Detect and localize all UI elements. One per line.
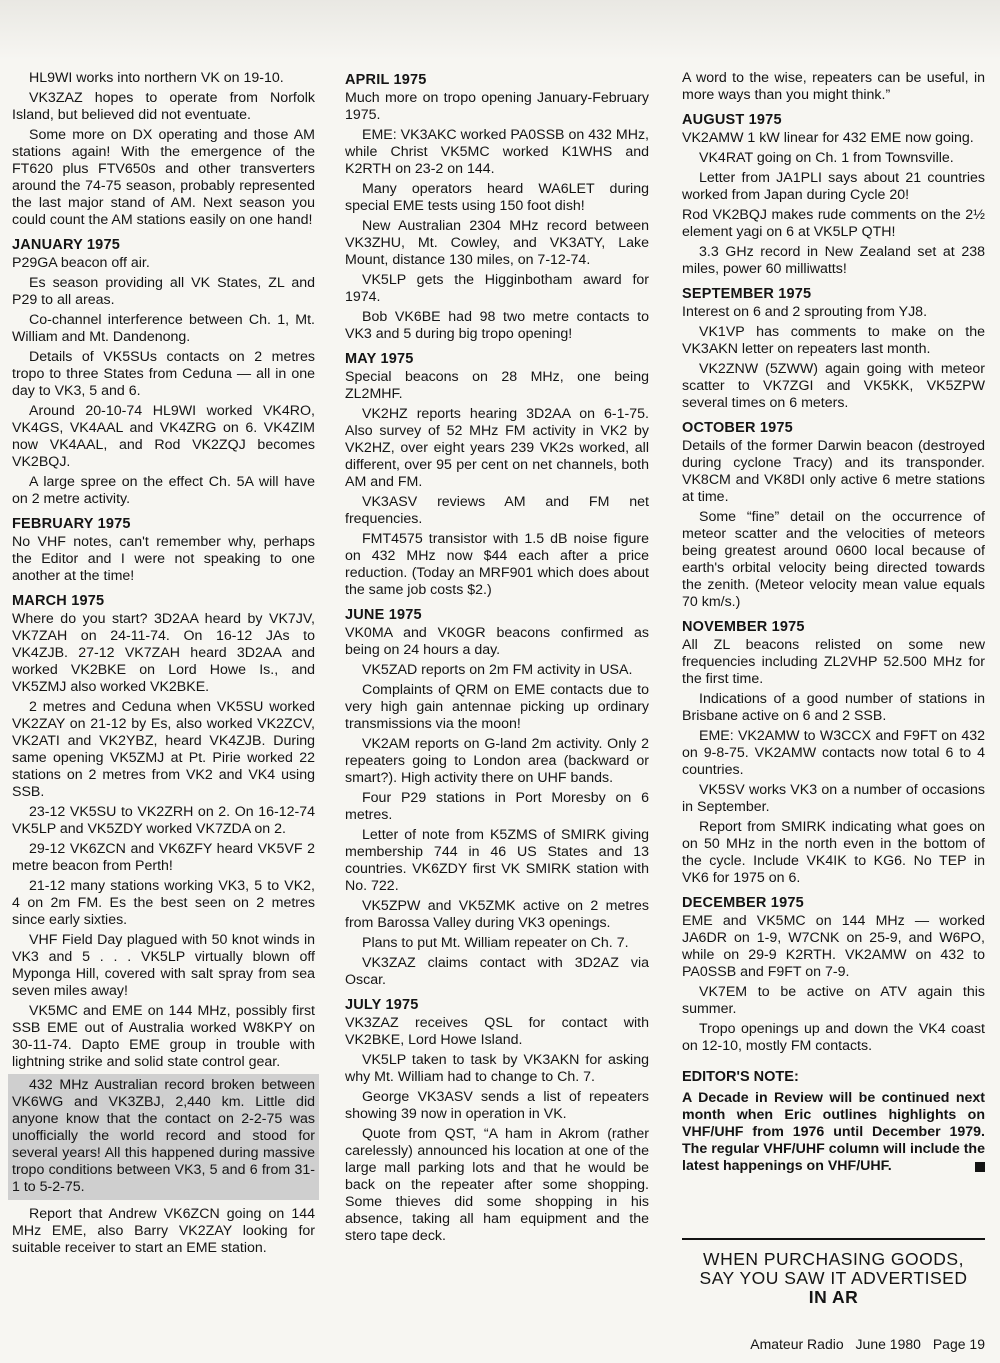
section-heading-november: NOVEMBER 1975 xyxy=(682,619,805,635)
paragraph: No VHF notes, can't remember why, perhaps the Editor and I were not speaking to one another at the time! xyxy=(12,534,315,584)
highlighted-paragraph: 432 MHz Australian record broken between VK6WG and VK3ZBJ, 2,440 km. Little did anyone know that the contact on 2-2-75 was unofficially the world record and stood for several years! All this happened during massive tropo conditions between VK3, 5 and 6 from 31-1 to 5-2-75. xyxy=(12,1077,315,1195)
paragraph: VK5LP gets the Higginbotham award for 1974. xyxy=(345,272,649,305)
paragraph: VK4RAT going on Ch. 1 from Townsville. xyxy=(699,150,954,166)
paragraph: 21-12 many stations working VK3, 5 to VK2, 4 on 2m FM. Es the best seen on 2 metres since early sixties. xyxy=(12,878,315,928)
section-heading-may: MAY 1975 xyxy=(345,351,414,367)
advertiser-notice-line: WHEN PURCHASING GOODS, xyxy=(703,1249,964,1269)
highlighted-record-box xyxy=(8,1074,319,1200)
paragraph: Details of the former Darwin beacon (destroyed during cyclone Tracy) and its transponder. VK8CM and VK8DI only active 6 metre stations at time. xyxy=(682,438,985,505)
paragraph: Details of VK5SUs contacts on 2 metres tropo to three States from Ceduna — all in one day to VK3, 5 and 6. xyxy=(12,349,315,399)
paragraph: Es season providing all VK States, ZL and P29 to all areas. xyxy=(12,275,315,308)
advertiser-notice xyxy=(682,1238,985,1307)
page-number: Page 19 xyxy=(932,1336,985,1352)
paragraph: Special beacons on 28 MHz, one being ZL2MHF. xyxy=(345,369,649,402)
paragraph: VK1VP has comments to make on the VK3AKN letter on repeaters last month. xyxy=(682,324,985,357)
paragraph: Indications of a good number of stations in Brisbane active on 6 and 2 SSB. xyxy=(682,691,985,724)
paragraph: Report from SMIRK indicating what goes on on 50 MHz in the north even in the bottom of the cycle. Include VK4IK to KG6. No TEP in VK6 for 1975 on 6. xyxy=(682,819,985,886)
paragraph: Interest on 6 and 2 sprouting from YJ8. xyxy=(682,304,928,320)
column-2 xyxy=(345,72,649,1248)
paragraph: Quote from QST, “A ham in Akrom (rather carelessly) announced his location at one of the large mall parking lots and that he would be back on the repeater after some shopping. Some thieves did some shopping in his absence, taking all ham equipment and the stero tape deck. xyxy=(345,1126,649,1244)
paragraph: A large spree on the effect Ch. 5A will have on 2 metre activity. xyxy=(12,474,315,507)
paragraph: VK5SV works VK3 on a number of occasions in September. xyxy=(682,782,985,815)
section-heading-december: DECEMBER 1975 xyxy=(682,895,804,911)
paragraph: Some “fine” detail on the occurrence of meteor scatter and the velocities of meteors being greatest around 0600 local because of earth's orbital velocity being directed towards the zenith. (Meteor velocity mean value equals 70 km/s.) xyxy=(682,509,985,610)
paragraph: VK3ZAZ claims contact with 3D2AZ via Oscar. xyxy=(345,955,649,988)
paragraph: HL9WI works into northern VK on 19-10. xyxy=(29,70,284,86)
section-heading-april: APRIL 1975 xyxy=(345,72,427,88)
paragraph: VK0MA and VK0GR beacons confirmed as being on 24 hours a day. xyxy=(345,625,649,658)
paragraph: Around 20-10-74 HL9WI worked VK4RO, VK4GS, VK4AAL and VK4ZRG on 6. VK4ZIM now VK4AAL, and Rod VK2ZQJ becomes VK2BQJ. xyxy=(12,403,315,470)
paragraph: George VK3ASV sends a list of repeaters showing 39 now in operation in VK. xyxy=(345,1089,649,1122)
section-heading-september: SEPTEMBER 1975 xyxy=(682,286,812,302)
page-footer xyxy=(682,1336,985,1352)
paragraph: 23-12 VK5SU to VK2ZRH on 2. On 16-12-74 VK5LP and VK5ZDY worked VK7ZDA on 2. xyxy=(12,804,315,837)
paragraph: Letter of note from K5ZMS of SMIRK giving membership 744 in 46 US States and 13 countries. VK6ZDY first VK SMIRK station with No. 722. xyxy=(345,827,649,894)
advertiser-notice-line: IN AR xyxy=(808,1287,859,1307)
editors-note-heading: EDITOR'S NOTE: xyxy=(682,1069,799,1085)
paragraph: Tropo openings up and down the VK4 coast on 12-10, mostly FM contacts. xyxy=(682,1021,985,1054)
paragraph: VK5MC and EME on 144 MHz, possibly first SSB EME out of Australia worked W8KPY on 30-11-74. Dapto EME group in trouble with lightning strike and solid state control gear. xyxy=(12,1003,315,1070)
paragraph: 29-12 VK6ZCN and VK6ZFY heard VK5VF 2 metre beacon from Perth! xyxy=(12,841,315,874)
paragraph: VK2HZ reports hearing 3D2AA on 6-1-75. Also survey of 52 MHz FM activity in VK2 by VK2HZ, over eight years 239 VK2s worked, all different, over 95 per cent on net channels, both AM and FM. xyxy=(345,406,649,490)
paragraph: Letter from JA1PLI says about 21 countries worked from Japan during Cycle 20! xyxy=(682,170,985,203)
paragraph: EME and VK5MC on 144 MHz — worked JA6DR on 1-9, W7CNK on 25-9, and W6PO, while on 29-9 K2RTH. VK2AMW on 432 to PA0SSB and F9FT on 7-9. xyxy=(682,913,985,980)
paragraph: New Australian 2304 MHz record between VK3ZHU, Mt. Cowley, and VK3ATY, Lake Mount, distance 130 miles, on 7-12-74. xyxy=(345,218,649,268)
paragraph: VK2AMW 1 kW linear for 432 EME now going. xyxy=(682,130,974,146)
paragraph: VK5ZAD reports on 2m FM activity in USA. xyxy=(362,662,633,678)
editors-note-text: A Decade in Review will be continued next month when Eric outlines highlights on VHF/UHF from 1976 until December 1979. The regular VHF/UHF column will include the latest happenings on VHF/UHF. xyxy=(682,1090,985,1174)
publication-name: Amateur Radio xyxy=(750,1336,844,1352)
section-heading-february: FEBRUARY 1975 xyxy=(12,516,131,532)
paragraph: Some more on DX operating and those AM stations again! With the emergence of the FT620 plus FTV650s and other transverters around the 74-75 season, probably represented the last major stand of AM. Next season you could count the AM stations easily on one hand! xyxy=(12,127,315,228)
section-heading-october: OCTOBER 1975 xyxy=(682,420,793,436)
section-heading-august: AUGUST 1975 xyxy=(682,112,782,128)
paragraph: 3.3 GHz record in New Zealand set at 238 miles, power 60 milliwatts! xyxy=(682,244,985,277)
paragraph: Rod VK2BQJ makes rude comments on the 2½ element yagi on 6 at VK5LP QTH! xyxy=(682,207,985,240)
section-heading-july: JULY 1975 xyxy=(345,997,419,1013)
paragraph: Co-channel interference between Ch. 1, Mt. William and Mt. Dandenong. xyxy=(12,312,315,345)
paragraph: VK3ZAZ receives QSL for contact with VK2BKE, Lord Howe Island. xyxy=(345,1015,649,1048)
section-heading-march: MARCH 1975 xyxy=(12,593,105,609)
paragraph: EME: VK2AMW to W3CCX and F9FT on 432 on 9-8-75. VK2AMW contacts now total 6 to 4 countries. xyxy=(682,728,985,778)
section-heading-january: JANUARY 1975 xyxy=(12,237,120,253)
paragraph: Report that Andrew VK6ZCN going on 144 MHz EME, also Barry VK2ZAY looking for suitable receiver to start an EME station. xyxy=(12,1206,315,1256)
paragraph: P29GA beacon off air. xyxy=(12,255,150,271)
paragraph: VK5LP taken to task by VK3AKN for asking why Mt. William had to change to Ch. 7. xyxy=(345,1052,649,1085)
advertiser-notice-line: SAY YOU SAW IT ADVERTISED xyxy=(699,1268,968,1288)
paragraph: FMT4575 transistor with 1.5 dB noise figure on 432 MHz now $44 each after a price reduction. (Today an MRF901 which does about the same job costs $2.) xyxy=(345,531,649,598)
paragraph: 2 metres and Ceduna when VK5SU worked VK2ZAY on 21-12 by Es, also worked VK2ZCV, VK2ATI and VK2YBZ, heard VK4ZJB. During same opening VK5ZMJ at Pt. Pirie worked 22 stations on 2 metres from VK2 and VK4 using SSB. xyxy=(12,699,315,800)
paragraph: VK2ZNW (5ZWW) again going with meteor scatter to VK7ZGI and VK5KK, VK5ZPW several times on 6 meters. xyxy=(682,361,985,411)
column-1 xyxy=(12,70,315,1260)
paragraph: VK2AM reports on G-land 2m activity. Only 2 repeaters going to London area (backward or smart?). High activity there on UHF bands. xyxy=(345,736,649,786)
end-of-article-mark-icon xyxy=(975,1162,985,1172)
paragraph: Bob VK6BE had 98 two metre contacts to VK3 and 5 during big tropo opening! xyxy=(345,309,649,342)
paragraph: A word to the wise, repeaters can be useful, in more ways than you might think.” xyxy=(682,70,985,103)
paragraph: Four P29 stations in Port Moresby on 6 metres. xyxy=(345,790,649,823)
paragraph: VK3ASV reviews AM and FM net frequencies. xyxy=(345,494,649,527)
paragraph: Much more on tropo opening January-February 1975. xyxy=(345,90,649,123)
paragraph: VK5ZPW and VK5ZMK active on 2 metres from Barossa Valley during VK3 openings. xyxy=(345,898,649,931)
page-top-edge xyxy=(0,0,1000,60)
paragraph: Many operators heard WA6LET during special EME tests using 150 foot dish! xyxy=(345,181,649,214)
editors-note-body xyxy=(682,1090,985,1175)
paragraph: All ZL beacons relisted on some new frequencies including ZL2VHP 52.500 MHz for the first time. xyxy=(682,637,985,687)
paragraph: EME: VK3AKC worked PA0SSB on 432 MHz, while Christ VK5MC worked K1WHS and K2RTH on 23-2 on 144. xyxy=(345,127,649,177)
column-3 xyxy=(682,70,985,1178)
paragraph: Complaints of QRM on EME contacts due to very high gain antennae picking up ordinary transmissions via the moon! xyxy=(345,682,649,732)
paragraph: VHF Field Day plagued with 50 knot winds in VK3 and 5 . . . VK5LP virtually blown off Myponga Hill, covered with salt spray from sea seven miles away! xyxy=(12,932,315,999)
paragraph: VK3ZAZ hopes to operate from Norfolk Island, but believed did not eventuate. xyxy=(12,90,315,123)
section-heading-june: JUNE 1975 xyxy=(345,607,422,623)
paragraph: VK7EM to be active on ATV again this summer. xyxy=(682,984,985,1017)
paragraph: Where do you start? 3D2AA heard by VK7JV, VK7ZAH on 24-11-74. On 16-12 JAs to VK4ZJB. 27-12 VK7ZAH heard 3D2AA and worked VK2BKE on Lord Howe Is., and VK5ZMJ also worked VK2BKE. xyxy=(12,611,315,695)
paragraph: Plans to put Mt. William repeater on Ch. 7. xyxy=(362,935,629,951)
issue-date: June 1980 xyxy=(855,1336,921,1352)
